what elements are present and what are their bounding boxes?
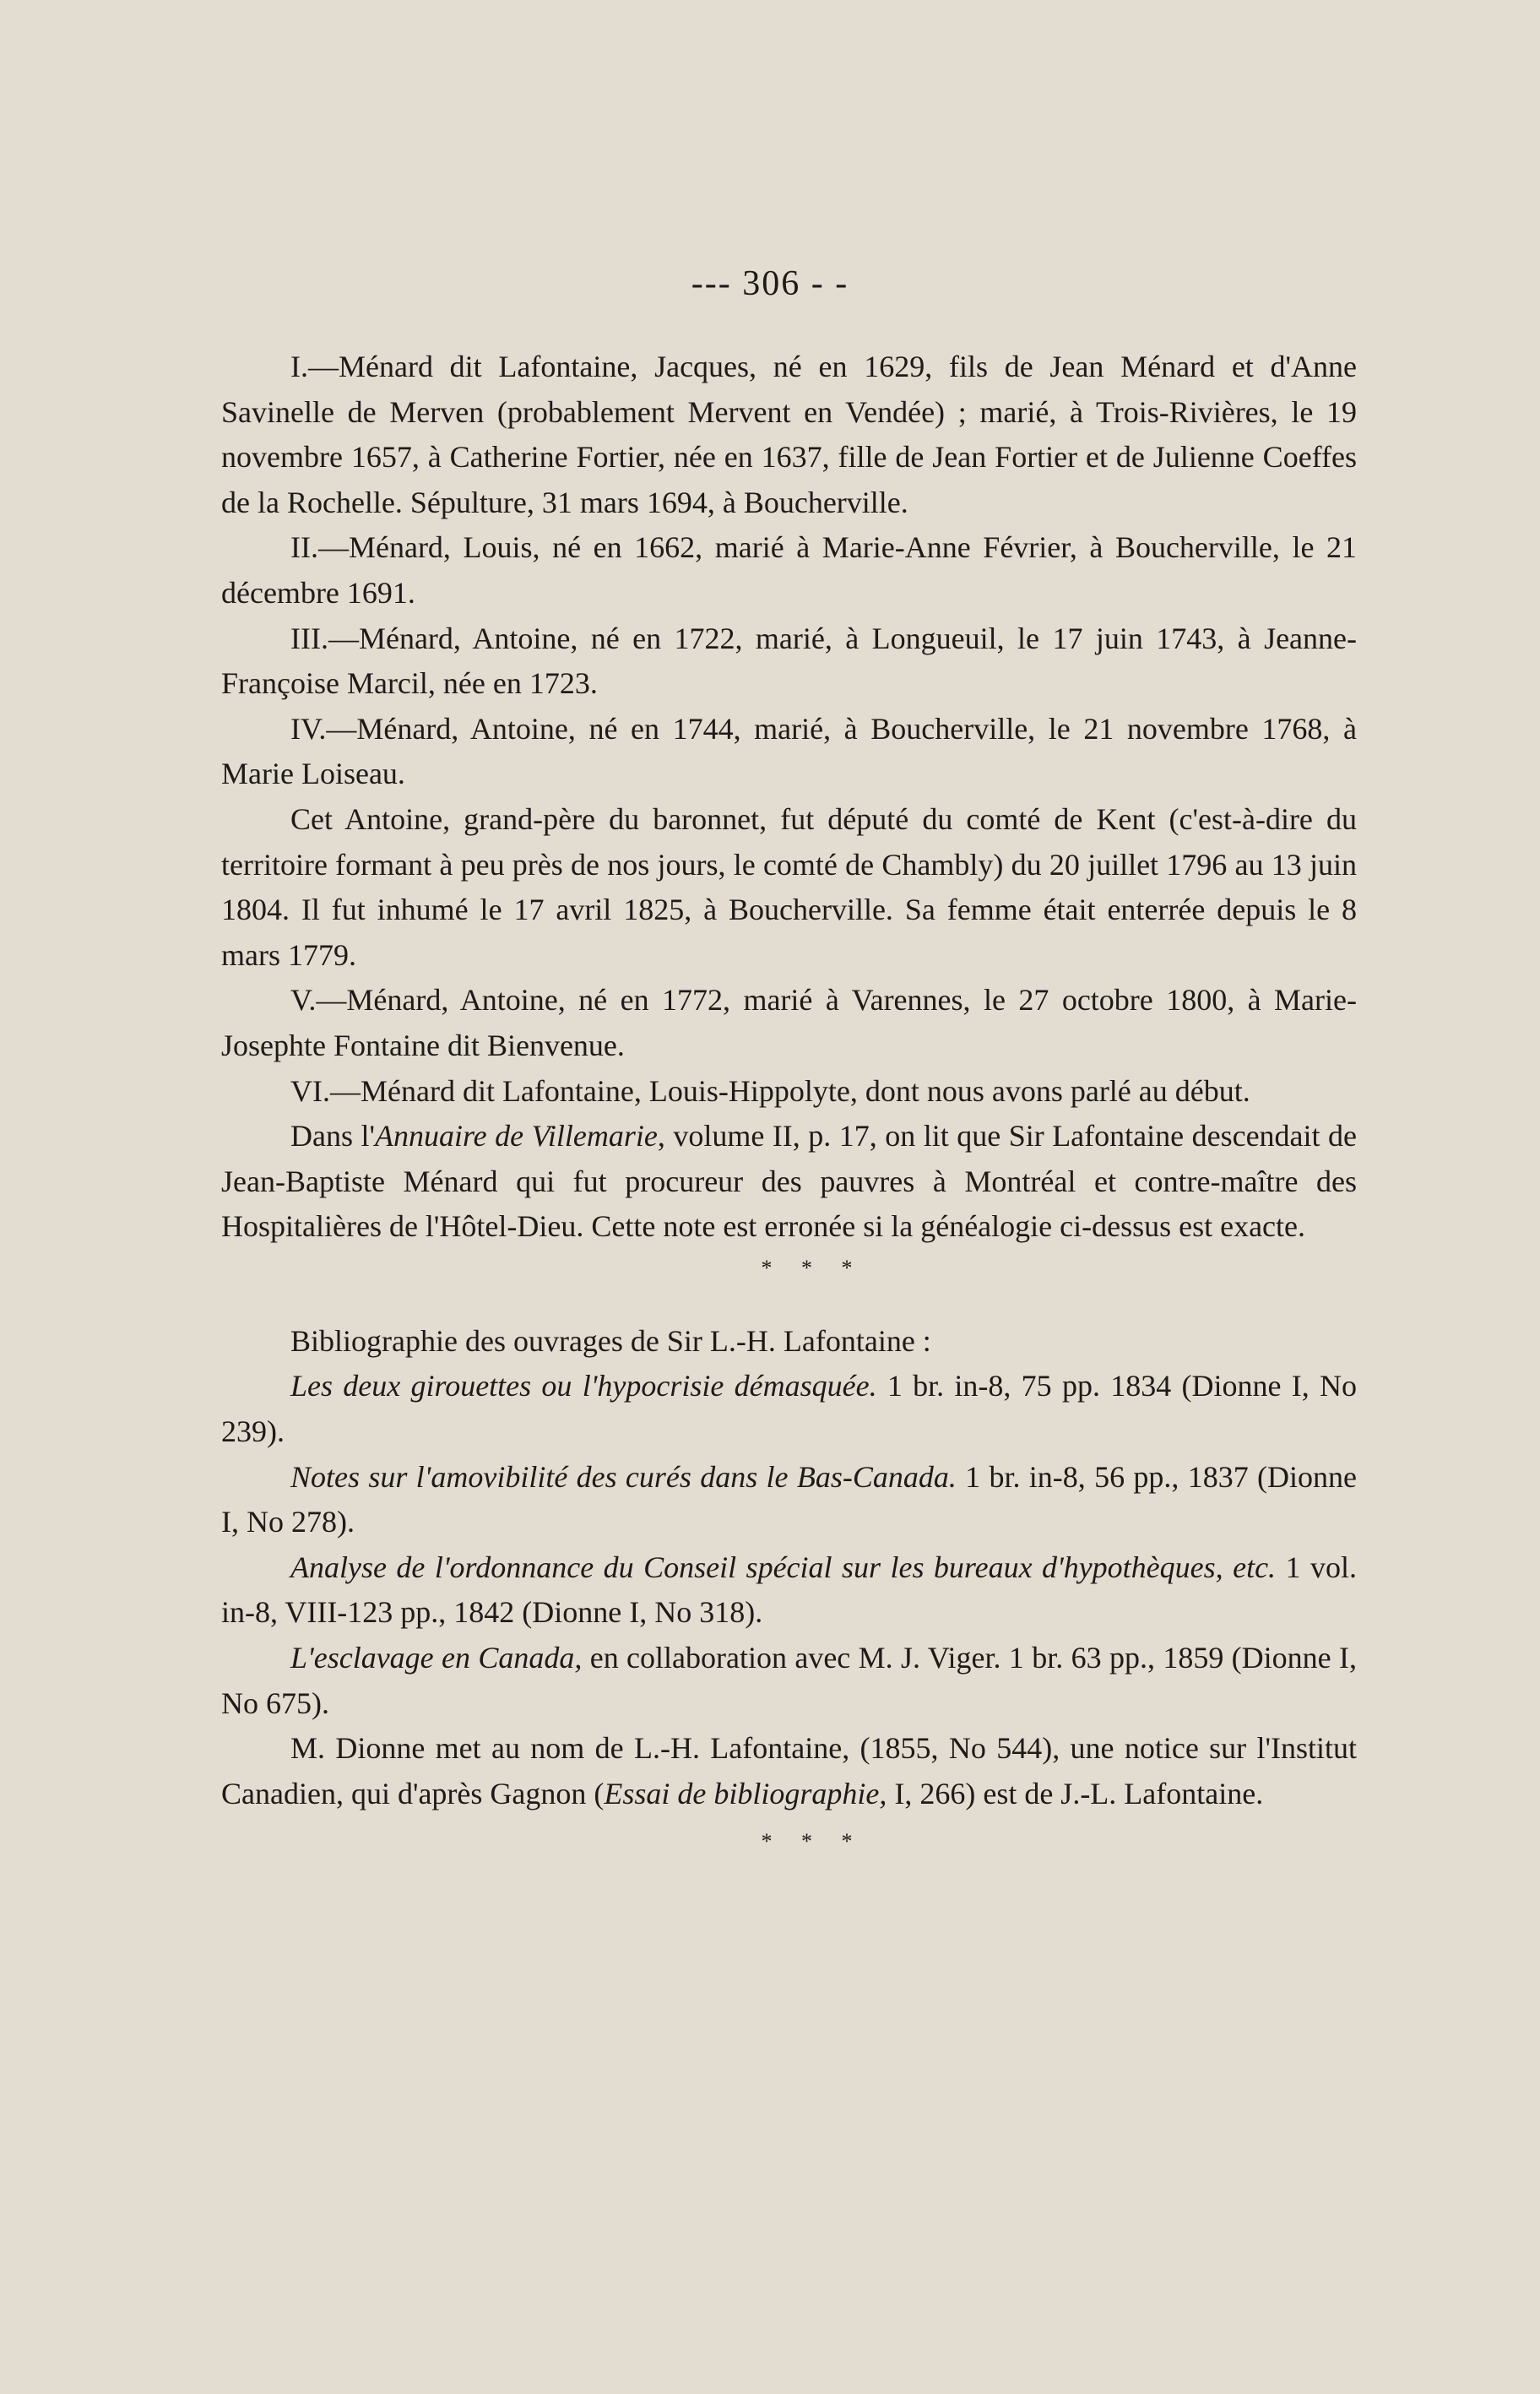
- genealogy-generation-2: II.—Ménard, Louis, né en 1662, marié à Marie-Anne Février, à Boucherville, le 21 décembre 1691.: [221, 530, 1357, 610]
- bibliography-heading: Bibliographie des ouvrages de Sir L.-H. Lafontaine :: [290, 1323, 931, 1358]
- dionne-note: [221, 1726, 1357, 1816]
- page-number: --- 306 - -: [691, 264, 849, 303]
- genealogy-generation-3: III.—Ménard, Antoine, né en 1722, marié, à Longueuil, le 17 juin 1743, à Jeanne-Françoise Marcil, née en 1723.: [221, 621, 1357, 701]
- antoine-note: Cet Antoine, grand-père du baronnet, fut député du comté de Kent (c'est-à-dire du territoire formant à peu près de nos jours, le comté de Chambly) du 20 juillet 1796 au 13 juin 1804. Il fut inhumé le 17 avril 1825, à Boucherville. Sa femme était enterrée depuis le 8 mars 1779.: [221, 801, 1357, 972]
- gagnon-title: Essai de bibliographie,: [604, 1776, 887, 1810]
- annuaire-note-after: , volume II, p. 17, on lit que Sir Lafontaine descendait de Jean-Baptiste Ménard qui fut procureur des pauvres à Montréal et contre-maître des Hospitalières de l'Hôtel-Dieu. Cette note est erronée si la généalogie ci-dessus est exacte.: [221, 1119, 1357, 1244]
- bibliography-entry: [221, 1636, 1357, 1726]
- genealogy-generation-4: IV.—Ménard, Antoine, né en 1744, marié, à Boucherville, le 21 novembre 1768, à Marie Loiseau.: [221, 711, 1357, 791]
- bibliography-entry-title: Notes sur l'amovibilité des curés dans le Bas-Canada.: [290, 1459, 957, 1494]
- page-body: [221, 345, 1357, 1860]
- bibliography-entry: [221, 1545, 1357, 1636]
- genealogy-generation-5: V.—Ménard, Antoine, né en 1772, marié à Varennes, le 27 octobre 1800, à Marie-Josephte Fontaine dit Bienvenue.: [221, 983, 1357, 1062]
- annuaire-note-before: Dans l': [290, 1119, 375, 1154]
- bibliography-entry-title: Les deux girouettes ou l'hypocrisie démasquée.: [290, 1369, 877, 1403]
- dionne-note-after: I, 266) est de J.-L. Lafontaine.: [887, 1776, 1264, 1810]
- bibliography-entry: [221, 1455, 1357, 1545]
- bibliography-entry: [221, 1364, 1357, 1454]
- bibliography-entry-details: 1 br. in-8, 75 pp. 1834 (Dionne I, No 239).: [221, 1369, 1357, 1449]
- annuaire-title: Annuaire de Villemarie: [374, 1119, 658, 1154]
- section-separator: * * *: [761, 1255, 865, 1280]
- genealogy-generation-6: VI.—Ménard dit Lafontaine, Louis-Hippolyte, dont nous avons parlé au début.: [290, 1073, 1250, 1108]
- bibliography-entry-details: 1 br. in-8, 56 pp., 1837 (Dionne I, No 278).: [221, 1459, 1357, 1539]
- end-separator: * * *: [761, 1829, 865, 1854]
- bibliography-entry-details: en collaboration avec M. J. Viger. 1 br. 63 pp., 1859 (Dionne I, No 675).: [221, 1641, 1357, 1720]
- annuaire-note: [221, 1114, 1357, 1250]
- genealogy-generation-1: I.—Ménard dit Lafontaine, Jacques, né en 1629, fils de Jean Ménard et d'Anne Savinelle de Merven (probablement Mervent en Vendée) ; marié, à Trois-Rivières, le 19 novembre 1657, à Catherine Fortier, née en 1637, fille de Jean Fortier et de Julienne Coeffes de la Rochelle. Sépulture, 31 mars 1694, à Boucherville.: [221, 350, 1357, 519]
- bibliography-entry-title: Analyse de l'ordonnance du Conseil spécial sur les bureaux d'hypothèques, etc.: [290, 1550, 1277, 1584]
- dionne-note-before: M. Dionne met au nom de L.-H. Lafontaine, (1855, No 544), une notice sur l'Institut Canadien, qui d'après Gagnon (: [221, 1731, 1357, 1810]
- bibliography-entry-title: L'esclavage en Canada,: [290, 1641, 583, 1675]
- bibliography-entry-details: 1 vol. in-8, VIII-123 pp., 1842 (Dionne I, No 318).: [221, 1550, 1357, 1630]
